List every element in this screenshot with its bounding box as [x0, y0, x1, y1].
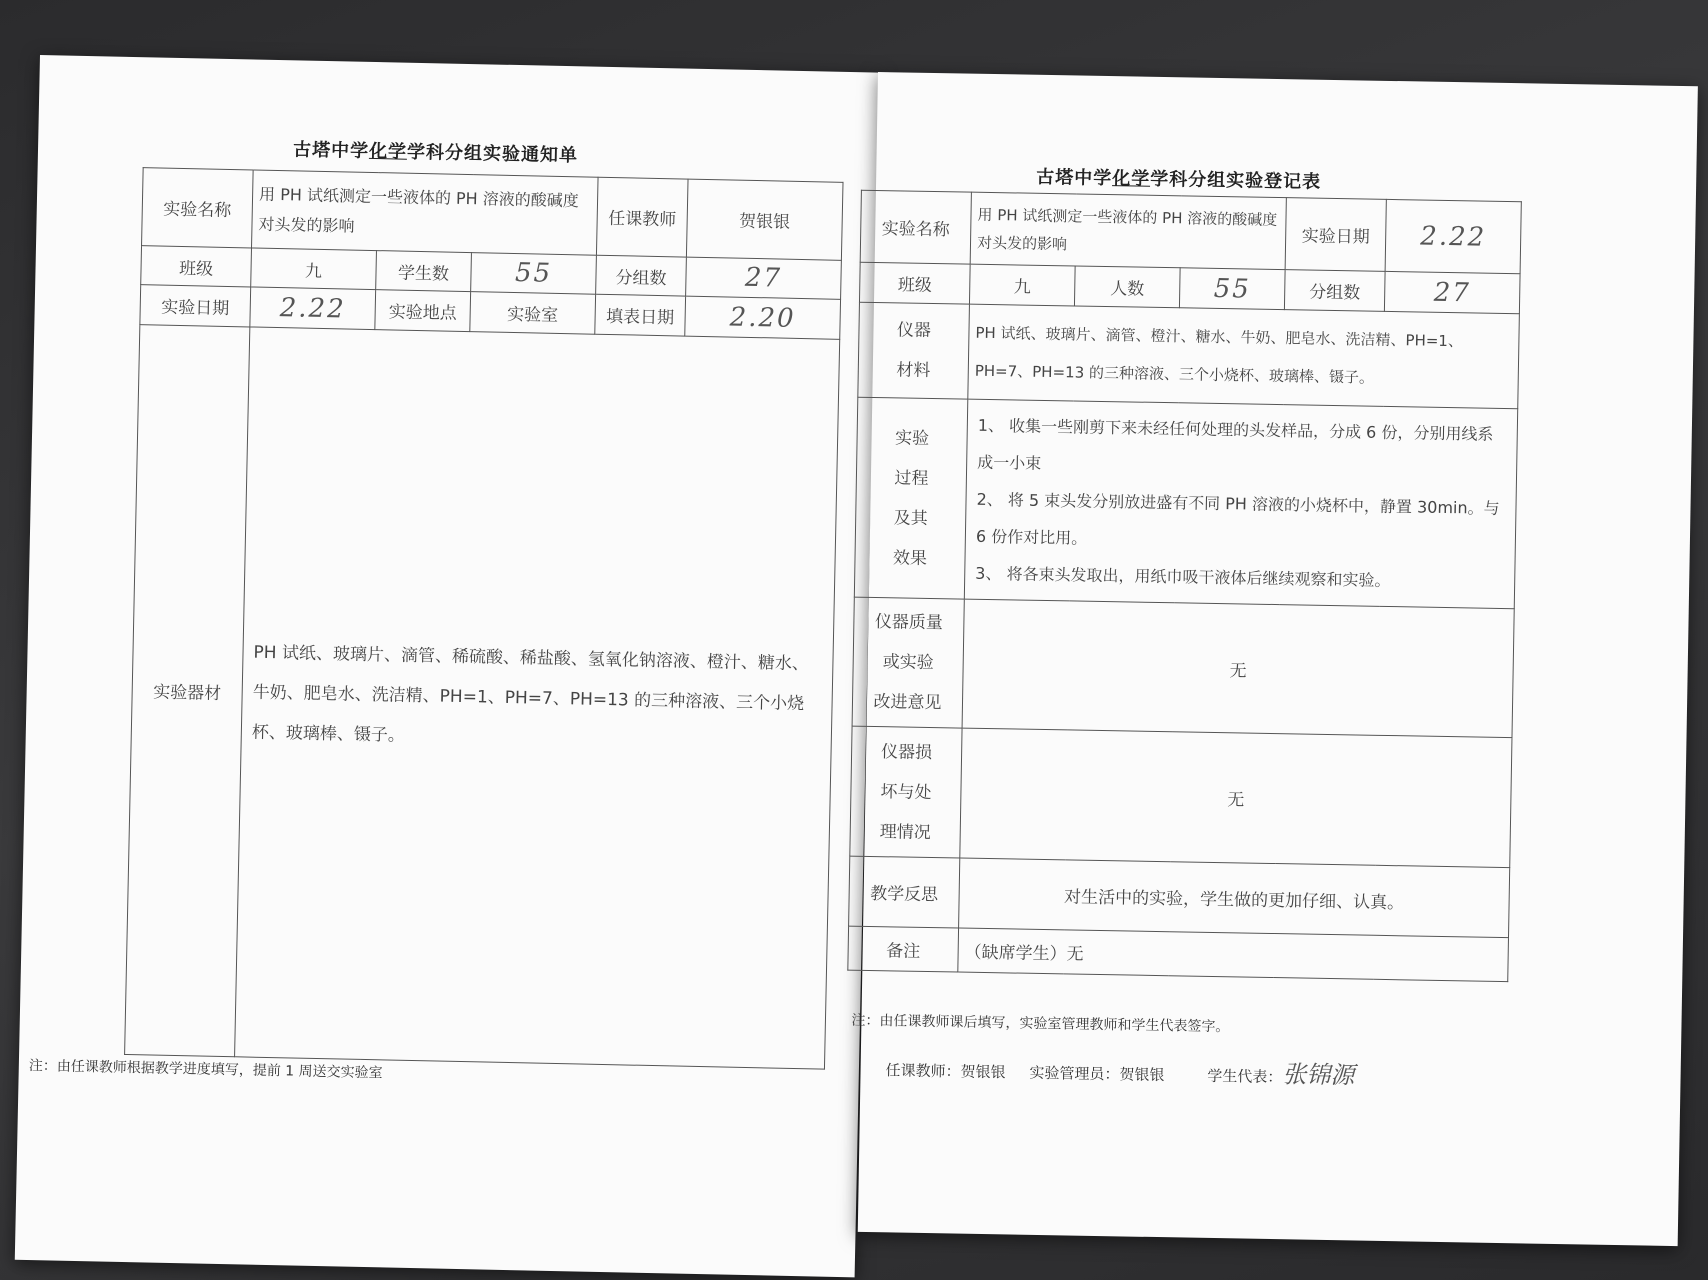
- register-title: [1036, 163, 1321, 194]
- label-remarks: 备注: [848, 926, 959, 972]
- subject-name: 化学: [368, 140, 408, 163]
- label-people: 人数: [1074, 266, 1180, 308]
- label-experiment-name: 实验名称: [860, 190, 971, 264]
- process-step: [977, 407, 1507, 490]
- label-group-count: 分组数: [1284, 270, 1385, 312]
- step-number: 3、: [975, 563, 1002, 584]
- label-student-count: 学生数: [376, 251, 472, 292]
- value-process: [964, 399, 1517, 609]
- label-process-line-2: 过程: [894, 467, 929, 489]
- value-equipment: PH 试纸、玻璃片、滴管、稀硫酸、稀盐酸、氢氧化钠溶液、橙汁、糖水、牛奶、肥皂水、洗洁精、PH=1、PH=7、PH=13 的三种溶液、三个小烧杯、玻璃棒、镊子。: [235, 327, 840, 1069]
- process-step: [975, 555, 1505, 601]
- label-process-line-4: 效果: [892, 547, 928, 569]
- step-number: 2、: [976, 489, 1003, 510]
- label-fill-date: 填表日期: [595, 294, 686, 336]
- label-class: 班级: [141, 246, 252, 287]
- label-experiment-date: 实验日期: [140, 285, 251, 327]
- label-class: 班级: [859, 262, 970, 304]
- label-process-line-1: 实验: [894, 427, 930, 449]
- label-process: [854, 397, 967, 599]
- subject-name: 化学: [1111, 168, 1151, 190]
- label-quality: [852, 597, 964, 728]
- value-group-count: 27: [1384, 271, 1520, 313]
- value-experiment-date: 2.22: [250, 287, 376, 330]
- label-group-count: 分组数: [596, 255, 687, 296]
- value-quality: 无: [962, 599, 1514, 738]
- label-reflection: 教学反思: [849, 856, 960, 928]
- label-quality-line-1: 仪器质量: [874, 612, 944, 634]
- step-text: 将 5 束头发分别放进盛有不同 PH 溶液的小烧杯中，静置 30min。与 6 份作对比用。: [975, 490, 1500, 548]
- notice-footnote: 注：由任课教师根据教学进度填写，提前 1 周送交实验室: [28, 1057, 383, 1082]
- register-table: [847, 190, 1522, 982]
- value-group-count: 27: [686, 257, 842, 299]
- value-reflection: 对生活中的实验，学生做的更加仔细、认真。: [959, 858, 1510, 938]
- value-class: 九: [251, 248, 377, 290]
- value-experiment-date: 2.22: [1385, 199, 1521, 273]
- label-damage-line-1: 仪器损: [880, 741, 933, 763]
- form-name: 学科分组实验通知单: [406, 141, 579, 167]
- label-instruments: [858, 302, 970, 399]
- teacher-sign-label: 任课教师：: [885, 1061, 961, 1081]
- value-experiment-name: 用 PH 试纸测定一些液体的 PH 溶液的酸碱度对头发的影响: [252, 170, 599, 255]
- school-name: 古塔中学: [292, 139, 370, 162]
- label-quality-line-3: 改进意见: [873, 692, 942, 714]
- label-experiment-date: 实验日期: [1285, 198, 1386, 272]
- admin-sign-label: 实验管理员：: [1029, 1063, 1120, 1084]
- label-damage: [850, 726, 962, 858]
- notice-table: [124, 167, 843, 1069]
- school-name: 古塔中学: [1036, 166, 1113, 190]
- value-class: 九: [969, 264, 1075, 306]
- teacher-sign-value: 贺银银: [960, 1062, 1006, 1082]
- notice-sheet: [15, 55, 880, 1277]
- value-people: 55: [1179, 268, 1285, 310]
- step-number: 1、: [977, 415, 1005, 436]
- value-fill-date: 2.20: [685, 296, 841, 339]
- label-experiment-name: 实验名称: [142, 168, 254, 248]
- student-signature: 张锦源: [1282, 1060, 1355, 1090]
- label-instruments-line-1: 仪器: [896, 320, 932, 341]
- label-instruments-line-2: 材料: [896, 360, 931, 381]
- value-instruments: PH 试纸、玻璃片、滴管、橙汁、糖水、牛奶、肥皂水、洗洁精、PH=1、PH=7、PH=13 的三种溶液、三个小烧杯、玻璃棒、镊子。: [968, 304, 1520, 409]
- label-damage-line-2: 坏与处: [880, 781, 932, 803]
- process-step: [976, 481, 1506, 564]
- value-damage: 无: [960, 728, 1512, 868]
- label-quality-line-2: 或实验: [882, 652, 934, 674]
- step-text: 将各束头发取出，用纸巾吸干液体后继续观察和实验。: [1006, 564, 1391, 591]
- label-teacher: 任课教师: [596, 177, 688, 257]
- admin-sign-value: 贺银银: [1119, 1065, 1165, 1085]
- label-equipment: 实验器材: [125, 325, 250, 1057]
- notice-title: [293, 135, 578, 167]
- label-process-line-3: 及其: [893, 507, 928, 529]
- value-teacher: 贺银银: [686, 179, 843, 260]
- value-remarks: （缺席学生）无: [958, 928, 1509, 982]
- register-sheet: [851, 72, 1698, 1246]
- value-location: 实验室: [470, 292, 596, 335]
- step-text: 收集一些刚剪下来未经任何处理的头发样品，分成 6 份，分别用线系成一小束: [977, 416, 1494, 473]
- register-footnote: 注：由任课教师课后填写，实验室管理教师和学生代表签字。: [851, 1012, 1230, 1036]
- form-name: 学科分组实验登记表: [1149, 168, 1322, 193]
- signature-line: [885, 1047, 1354, 1090]
- student-sign-label: 学生代表：: [1207, 1066, 1283, 1087]
- label-location: 实验地点: [375, 290, 471, 332]
- value-student-count: 55: [471, 253, 597, 295]
- value-experiment-name: 用 PH 试纸测定一些液体的 PH 溶液的酸碱度对头发的影响: [970, 192, 1286, 269]
- label-damage-line-3: 理情况: [879, 821, 931, 843]
